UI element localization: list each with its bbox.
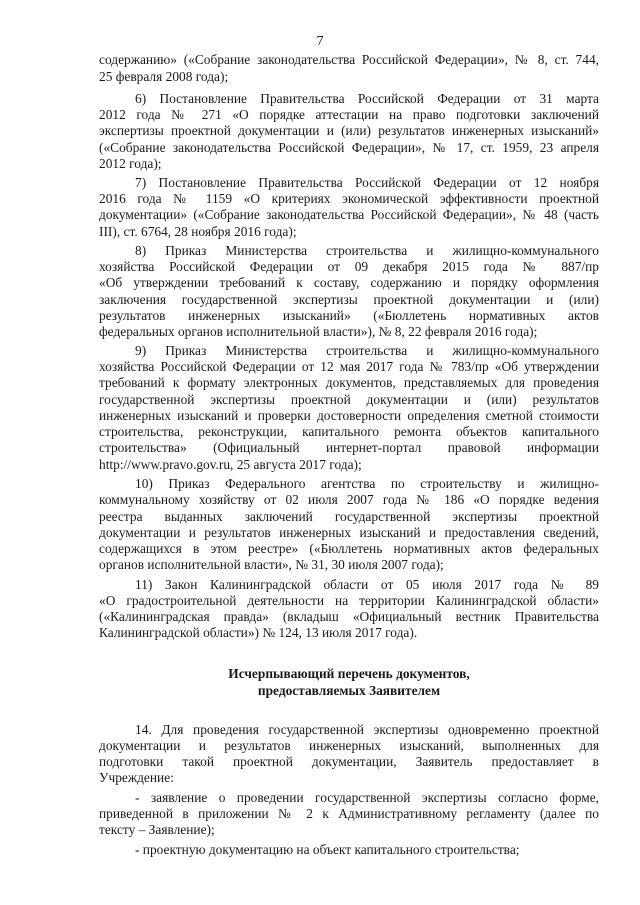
text-line: строительства» (Официальный интернет-портал правовой информации [99,440,599,455]
text-line: 25 февраля 2008 года); [99,69,229,84]
text-line: приведенной в приложении № 2 к Административному регламенту (далее по [99,806,599,821]
text-line: инженерных изысканий и проверки достоверности определения сметной стоимости [99,408,599,423]
text-line: содержанию» («Собрание законодательства Российской Федерации», № 8, ст. 744, [99,52,599,67]
section-heading: предоставляемых Заявителем [257,683,441,698]
text-line: заключения государственной экспертизы проектной документации и (или) [99,292,599,307]
section-heading: Исчерпывающий перечень документов, [228,666,470,681]
text-line: - проектную документацию на объект капитального строительства; [135,842,520,857]
text-line: III), ст. 6764, 28 ноября 2016 года); [99,224,297,239]
text-line: 14. Для проведения государственной экспертизы одновременно проектной [135,722,599,737]
text-line: подготовки такой проектной документации, Заявитель предоставляет в [99,754,599,769]
text-line: тексту – Заявление); [99,822,215,837]
text-line: 2012 года № 271 «О порядке аттестации на право подготовки заключений [99,107,599,122]
text-line: («Собрание законодательства Российской Федерации», № 17, ст. 1959, 23 апреля [99,140,599,155]
text-line: документации и результатов инженерных изысканий и предоставления сведений, [99,525,599,540]
text-line: реестра выданных заключений государственной экспертизы проектной [99,509,599,524]
text-line: 10) Приказ Федерального агентства по строительству и жилищно- [135,476,599,491]
text-line: «О градостроительной деятельности на территории Калининградской области» [99,593,599,608]
text-line: Учреждение: [99,770,174,785]
text-line: государственной экспертизы проектной документации и (или) результатов [99,392,599,407]
page-number: 7 [316,34,324,49]
text-line: 11) Закон Калининградской области от 05 июля 2017 года № 89 [135,577,599,592]
text-line: Калининградской области») № 124, 13 июля 2017 года). [99,625,418,640]
text-line: органов исполнительной власти», № 31, 30 июля 2007 года); [99,557,444,572]
text-line: экспертизы проектной документации и (или) результатов инженерных изысканий» [99,123,599,138]
text-line: 9) Приказ Министерства строительства и жилищно-коммунального [135,343,599,358]
text-line: требований к формату электронных документов, представляемых для проведения [99,375,599,390]
text-line: 7) Постановление Правительства Российской Федерации от 12 ноября [135,175,599,190]
text-line: 2012 года); [99,156,162,171]
text-line: хозяйства Российской Федерации от 12 мая 2017 года № 783/пр «Об утверждении [99,359,599,374]
text-line: коммунальному хозяйству от 02 июля 2007 года № 186 «О порядке ведения [99,492,599,507]
text-line: содержащихся в этом реестре» («Бюллетень нормативных актов федеральных [99,541,599,556]
text-line: («Калининградская правда» (вкладыш «Официальный вестник Правительства [99,609,599,624]
text-line: строительства, реконструкции, капитального ремонта объектов капитального [99,424,599,439]
text-line: хозяйства Российской Федерации от 09 декабря 2015 года № 887/пр [99,259,599,274]
text-line: «Об утверждении требований к составу, содержанию и порядку оформления [99,275,599,290]
text-line: документации» («Собрание законодательства Российской Федерации», № 48 (часть [99,207,599,222]
text-line: 6) Постановление Правительства Российской Федерации от 31 марта [135,91,599,106]
text-line: федеральных органов исполнительной власти»), № 8, 22 февраля 2016 года); [99,324,538,339]
text-line: http://www.pravo.gov.ru, 25 августа 2017 года); [99,457,362,472]
text-line: - заявление о проведении государственной экспертизы согласно форме, [135,790,599,805]
text-line: документации и результатов инженерных изысканий, выполненных для [99,738,599,753]
text-line: результатов инженерных изысканий» («Бюллетень нормативных актов [99,308,599,323]
text-line: 2016 года № 1159 «О критериях экономической эффективности проектной [99,191,599,206]
text-line: 8) Приказ Министерства строительства и жилищно-коммунального [135,243,599,258]
